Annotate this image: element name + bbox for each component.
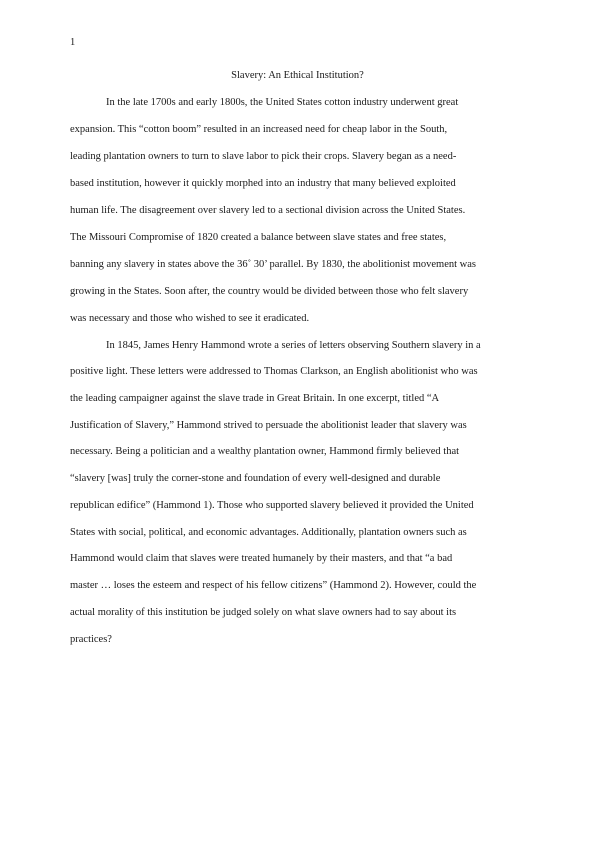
paragraph-line: In the late 1700s and early 1800s, the United States cotton industry underwent great [106,97,459,108]
paragraph-line: Justification of Slavery,” Hammond strived to persuade the abolitionist leader that slavery was [70,420,467,431]
paragraph-line: the leading campaigner against the slave trade in Great Britain. In one excerpt, titled “A [70,393,440,404]
paragraph-line: The Missouri Compromise of 1820 created a balance between slave states and free states, [70,232,447,243]
paragraph-line: leading plantation owners to turn to slave labor to pick their crops. Slavery began as a need- [70,151,457,162]
paragraph-line: Hammond would claim that slaves were treated humanely by their masters, and that “a bad [70,553,453,564]
paragraph-line: In 1845, James Henry Hammond wrote a series of letters observing Southern slavery in a [106,340,481,351]
paragraph-line: based institution, however it quickly morphed into an industry that many believed exploited [70,178,456,189]
paragraph-line: practices? [70,634,112,645]
paragraph-line: republican edifice” (Hammond 1). Those who supported slavery believed it provided the United [70,500,474,511]
paragraph-line: positive light. These letters were addressed to Thomas Clarkson, an English abolitionist who was [70,366,478,377]
paragraph-line: “slavery [was] truly the corner-stone and foundation of every well-designed and durable [70,473,441,484]
document-title: Slavery: An Ethical Institution? [231,70,364,81]
paragraph-line: States with social, political, and economic advantages. Additionally, plantation owners such as [70,527,467,538]
paragraph-line: human life. The disagreement over slavery led to a sectional division across the United States. [70,205,466,216]
paragraph-line: master … loses the esteem and respect of his fellow citizens” (Hammond 2). However, could the [70,580,477,591]
paragraph-line: expansion. This “cotton boom” resulted in an increased need for cheap labor in the South, [70,124,448,135]
paragraph-line: banning any slavery in states above the 36˚ 30’ parallel. By 1830, the abolitionist movement was [70,259,477,270]
paragraph-line: growing in the States. Soon after, the country would be divided between those who felt slavery [70,286,469,297]
paragraph-line: necessary. Being a politician and a wealthy plantation owner, Hammond firmly believed that [70,446,460,457]
paragraph-line: was necessary and those who wished to see it eradicated. [70,313,310,324]
page-number: 1 [70,37,76,48]
paragraph-line: actual morality of this institution be judged solely on what slave owners had to say about its [70,607,457,618]
